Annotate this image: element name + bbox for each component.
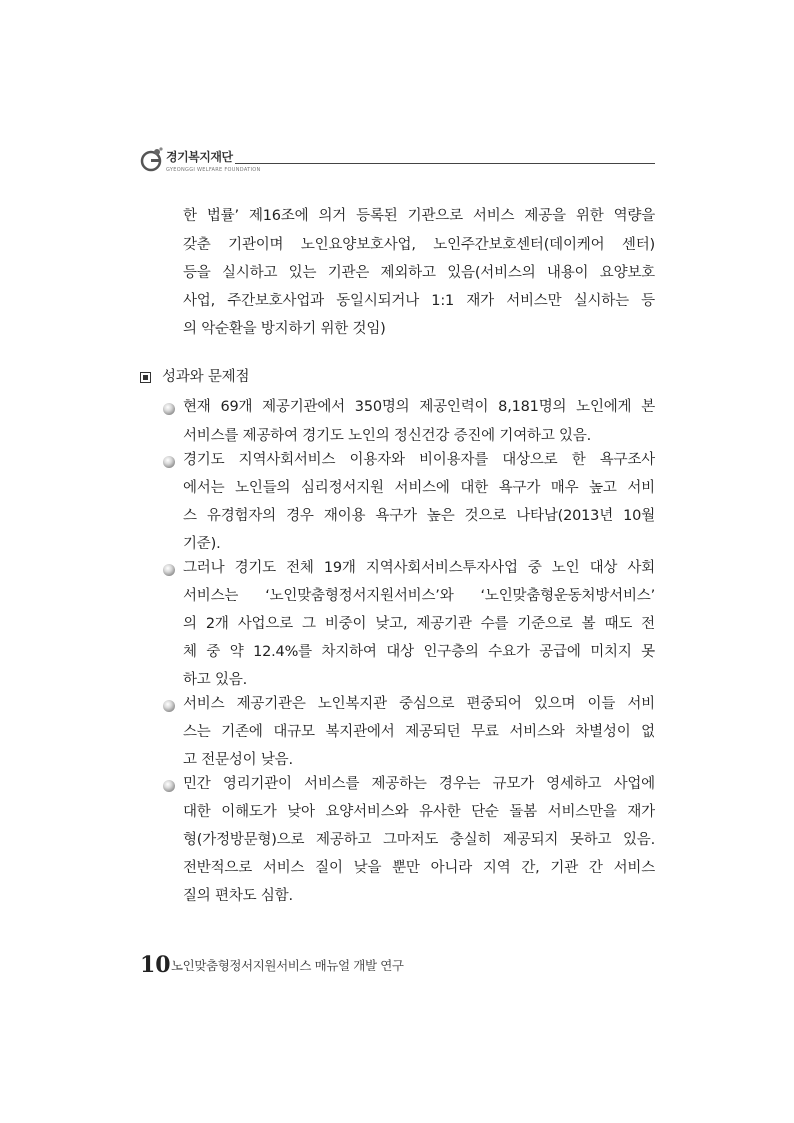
bullet-line: 질의 편차도 심함.	[183, 888, 293, 904]
running-header	[140, 146, 655, 178]
bullet-line: 기준).	[183, 536, 221, 552]
continued-line: 사업, 주간보호사업과 동일시되거나 1:1 재가 서비스만 실시하는 등	[183, 293, 655, 309]
section-marker-icon	[140, 372, 151, 383]
bullet-line: 의 2개 사업으로 그 비중이 낮고, 제공기관 수를 기준으로 볼 때도 전	[183, 616, 655, 632]
continued-line: 의 악순환을 방지하기 위한 것임)	[183, 321, 386, 337]
bullet-line: 서비스 제공기관은 노인복지관 중심으로 편중되어 있으며 이들 서비	[183, 696, 655, 712]
footer-title: 노인맞춤형정서지원서비스 매뉴얼 개발 연구	[171, 958, 404, 973]
bullet-line: 형(가정방문형)으로 제공하고 그마저도 충실히 제공되지 못하고 있음.	[183, 832, 655, 848]
bullet-line: 체 중 약 12.4%를 차지하여 대상 인구층의 수요가 공급에 미치지 못	[183, 644, 655, 660]
bullet-line: 고 전문성이 낮음.	[183, 752, 293, 768]
continued-line: 갖춘 기관이며 노인요양보호사업, 노인주간보호센터(데이케어 센터)	[183, 237, 655, 253]
page-number: 10	[140, 952, 171, 978]
bullet-icon	[163, 700, 175, 712]
bullet-line: 하고 있음.	[183, 672, 248, 688]
bullet-line: 대한 이해도가 낮아 요양서비스와 유사한 단순 돌봄 서비스만을 재가	[183, 804, 655, 820]
bullet-icon	[163, 780, 175, 792]
bullet-line: 현재 69개 제공기관에서 350명의 제공인력이 8,181명의 노인에게 본	[183, 399, 655, 415]
bullet-icon	[163, 403, 175, 415]
bullet-line: 경기도 지역사회서비스 이용자와 비이용자를 대상으로 한 욕구조사	[183, 452, 655, 468]
org-subtitle: GYEONGGI WELFARE FOUNDATION	[166, 167, 261, 173]
bullet-line: 서비스를 제공하여 경기도 노인의 정신건강 증진에 기여하고 있음.	[183, 428, 592, 444]
header-divider	[235, 163, 655, 164]
foundation-logo-icon	[140, 146, 164, 174]
org-name: 경기복지재단	[166, 150, 233, 164]
bullet-line: 서비스는 ‘노인맞춤형정서지원서비스’와 ‘노인맞춤형운동처방서비스’	[183, 588, 655, 604]
bullet-line: 전반적으로 서비스 질이 낮을 뿐만 아니라 지역 간, 기관 간 서비스	[183, 860, 655, 876]
bullet-line: 에서는 노인들의 심리정서지원 서비스에 대한 욕구가 매우 높고 서비	[183, 480, 655, 496]
continued-line: 한 법률’ 제16조에 의거 등록된 기관으로 서비스 제공을 위한 역량을	[183, 208, 655, 224]
bullet-line: 그러나 경기도 전체 19개 지역사회서비스투자사업 중 노인 대상 사회	[183, 560, 655, 576]
continued-line: 등을 실시하고 있는 기관은 제외하고 있음(서비스의 내용이 요양보호	[183, 265, 655, 281]
bullet-line: 민간 영리기관이 서비스를 제공하는 경우는 규모가 영세하고 사업에	[183, 776, 655, 792]
bullet-line: 스는 기존에 대규모 복지관에서 제공되던 무료 서비스와 차별성이 없	[183, 724, 655, 740]
bullet-icon	[163, 564, 175, 576]
section-title: 성과와 문제점	[162, 369, 250, 385]
bullet-line: 스 유경험자의 경우 재이용 욕구가 높은 것으로 나타남(2013년 10월	[183, 508, 655, 524]
bullet-icon	[163, 456, 175, 468]
